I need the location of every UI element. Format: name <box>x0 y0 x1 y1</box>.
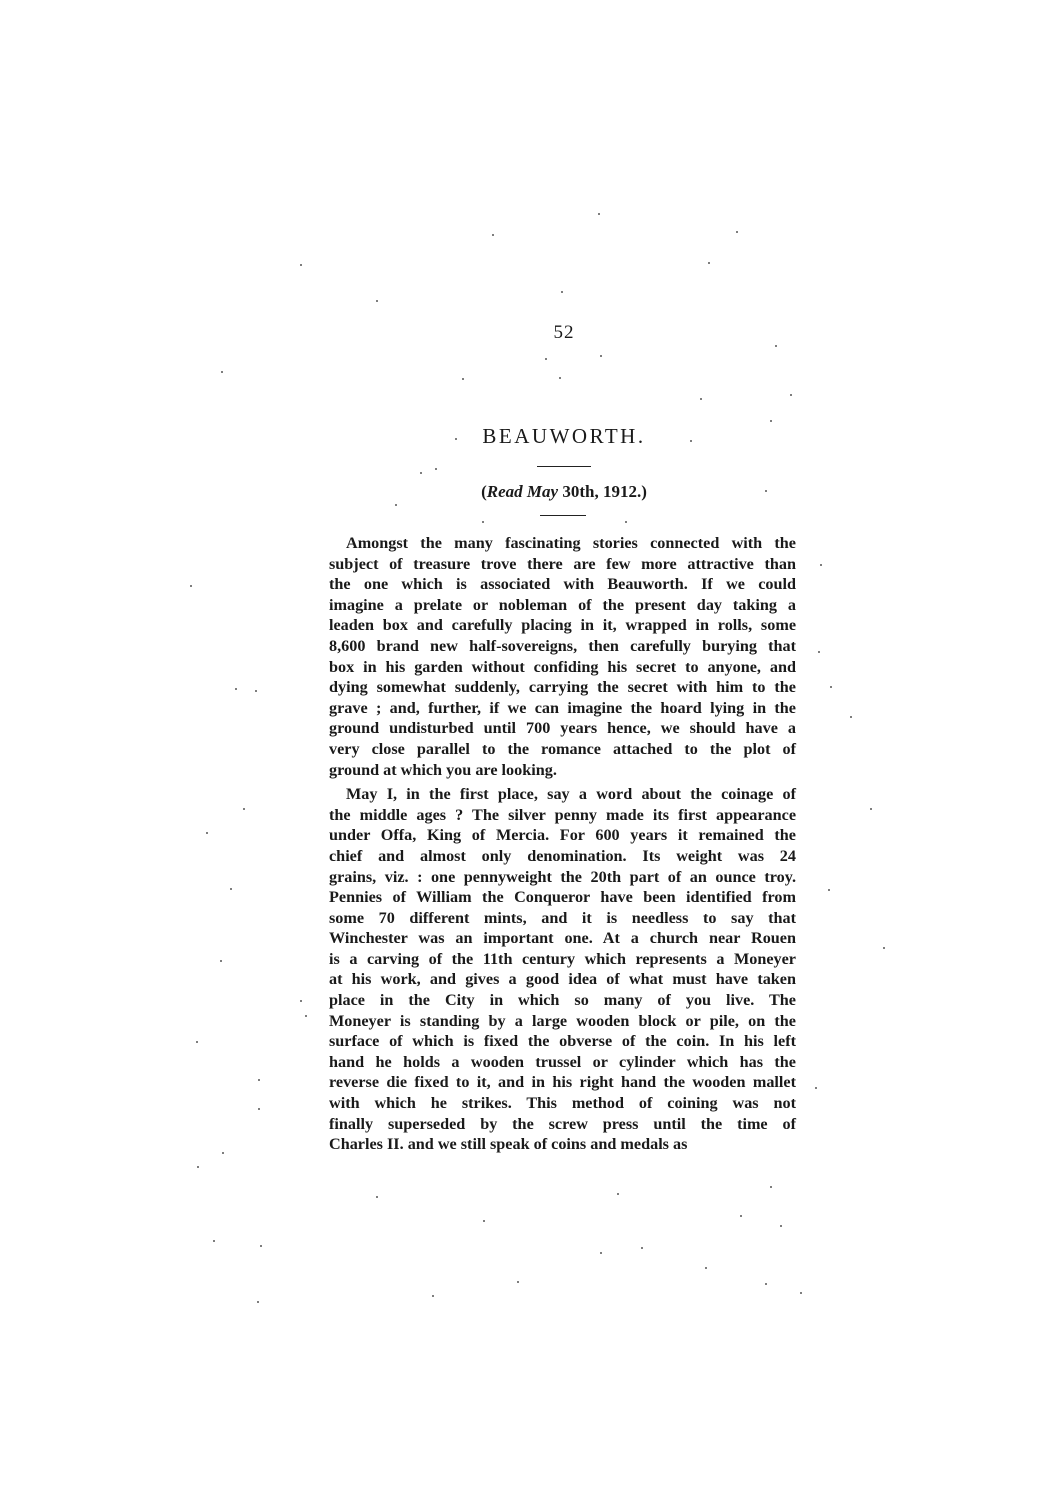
text-line: finally superseded by the screw press until the time of <box>329 1114 796 1133</box>
scan-speck <box>220 960 222 962</box>
scan-speck <box>243 808 245 810</box>
scan-speck <box>213 1240 215 1242</box>
text-line: imagine a prelate or nobleman of the present day taking a <box>329 595 796 614</box>
scan-speck <box>815 1087 817 1089</box>
scan-speck <box>600 1252 602 1254</box>
scan-speck <box>376 300 378 302</box>
text-line: surface of which is fixed the obverse of the coin. In his left <box>329 1032 796 1051</box>
scan-speck <box>462 378 464 380</box>
text-line: place in the City in which so many of you live. The <box>329 991 796 1010</box>
scan-speck <box>705 1267 707 1269</box>
scan-speck <box>850 716 852 718</box>
scan-speck <box>770 1186 772 1188</box>
text-line: at his work, and gives a good idea of what must have taken <box>329 970 796 989</box>
text-line: with which he strikes. This method of coining was not <box>329 1094 796 1113</box>
scan-speck <box>870 808 872 810</box>
scan-speck <box>830 686 832 688</box>
paragraph <box>329 533 796 780</box>
read-date-close-paren: ) <box>641 482 647 501</box>
scan-speck <box>300 1000 302 1002</box>
scan-speck <box>258 1108 260 1110</box>
scan-speck <box>190 585 192 587</box>
text-line: Charles II. and we still speak of coins and medals as <box>329 1135 688 1154</box>
scan-speck <box>559 377 561 379</box>
paragraph <box>329 784 796 1155</box>
scan-speck <box>255 690 257 692</box>
title-rule-bottom <box>540 515 586 516</box>
text-line: Moneyer is standing by a large wooden block or pile, on the <box>329 1011 796 1030</box>
text-line: Pennies of William the Conqueror have been identified from <box>329 888 796 907</box>
scan-speck <box>483 1220 485 1222</box>
text-line: under Offa, King of Mercia. For 600 years it remained the <box>329 826 796 845</box>
text-line: box in his garden without confiding his secret to anyone, and <box>329 657 796 676</box>
scan-speck <box>435 468 437 470</box>
text-line: subject of treasure trove there are few more attractive than <box>329 554 796 573</box>
text-line: some 70 different mints, and it is needless to say that <box>329 908 796 927</box>
scan-speck <box>197 1166 199 1168</box>
text-line: hand he holds a wooden trussel or cylinder which has the <box>329 1052 796 1071</box>
scan-speck <box>230 888 232 890</box>
text-line: May I, in the first place, say a word about the coinage of <box>346 785 796 804</box>
read-date <box>0 482 1058 502</box>
read-date-year: 1912. <box>602 482 642 501</box>
scan-speck <box>305 1015 307 1017</box>
scan-speck <box>700 398 702 400</box>
scan-speck <box>828 889 830 891</box>
scan-speck <box>258 1079 260 1081</box>
title-rule-top <box>537 466 591 467</box>
text-line: leaden box and carefully placing in it, wrapped in rolls, some <box>329 616 796 635</box>
scan-speck <box>196 1041 198 1043</box>
text-line: the middle ages ? The silver penny made its first appearance <box>329 805 796 824</box>
scan-speck <box>300 264 302 266</box>
scan-speck <box>770 420 772 422</box>
text-line: ground at which you are looking. <box>329 760 557 779</box>
scan-speck <box>257 1301 259 1303</box>
scan-speck <box>376 1196 378 1198</box>
scan-speck <box>800 1292 802 1294</box>
scan-speck <box>222 1152 224 1154</box>
text-line: very close parallel to the romance attached to the plot of <box>329 739 796 758</box>
read-date-month: May <box>526 482 559 501</box>
scan-speck <box>765 1283 767 1285</box>
scan-speck <box>432 1295 434 1297</box>
text-line: Winchester was an important one. At a church near Rouen <box>329 929 796 948</box>
scan-speck <box>780 1225 782 1227</box>
scan-speck <box>790 394 792 396</box>
scan-speck <box>765 490 767 492</box>
scan-speck <box>600 355 602 357</box>
scan-speck <box>740 1215 742 1217</box>
body-text <box>329 533 796 1155</box>
scan-speck <box>492 234 494 236</box>
scan-speck <box>690 440 692 442</box>
scan-speck <box>818 651 820 653</box>
text-line: reverse die fixed to it, and in his right hand the wooden mallet <box>329 1073 796 1092</box>
scan-speck <box>221 371 223 373</box>
scan-speck <box>625 521 627 523</box>
scan-speck <box>617 1193 619 1195</box>
scan-speck <box>260 1245 262 1247</box>
scan-speck <box>641 1247 643 1249</box>
scan-speck <box>206 832 208 834</box>
scan-speck <box>482 521 484 523</box>
scan-speck <box>820 564 822 566</box>
scan-speck <box>736 231 738 233</box>
scan-speck <box>517 1281 519 1283</box>
text-line: the one which is associated with Beauworth. If we could <box>329 575 796 594</box>
text-line: dying somewhat suddenly, carrying the secret with him to the <box>329 678 796 697</box>
scan-speck <box>561 291 563 293</box>
scan-speck <box>395 504 397 506</box>
read-date-day: 30th, <box>562 482 599 501</box>
scan-speck <box>708 262 710 264</box>
text-line: ground undisturbed until 700 years hence, we should have a <box>329 719 796 738</box>
page-number: 52 <box>553 322 575 343</box>
text-line: chief and almost only denomination. Its weight was 24 <box>329 846 796 865</box>
text-line: grave ; and, further, if we can imagine the hoard lying in the <box>329 698 796 717</box>
scan-speck <box>455 438 457 440</box>
scan-speck <box>598 213 600 215</box>
scan-speck <box>235 688 237 690</box>
scan-speck <box>545 358 547 360</box>
text-line: Amongst the many fascinating stories connected with the <box>346 534 796 552</box>
scan-speck <box>883 947 885 949</box>
text-line: grains, viz. : one pennyweight the 20th part of an ounce troy. <box>329 867 796 886</box>
text-line: is a carving of the 11th century which represents a Moneyer <box>329 949 796 968</box>
read-date-read-word: Read <box>486 482 523 501</box>
read-date-open-paren: ( <box>481 482 487 501</box>
text-line: 8,600 brand new half-sovereigns, then carefully burying that <box>329 636 796 655</box>
scan-speck <box>775 345 777 347</box>
scan-speck <box>420 472 422 474</box>
article-title: BEAUWORTH. <box>482 424 646 448</box>
